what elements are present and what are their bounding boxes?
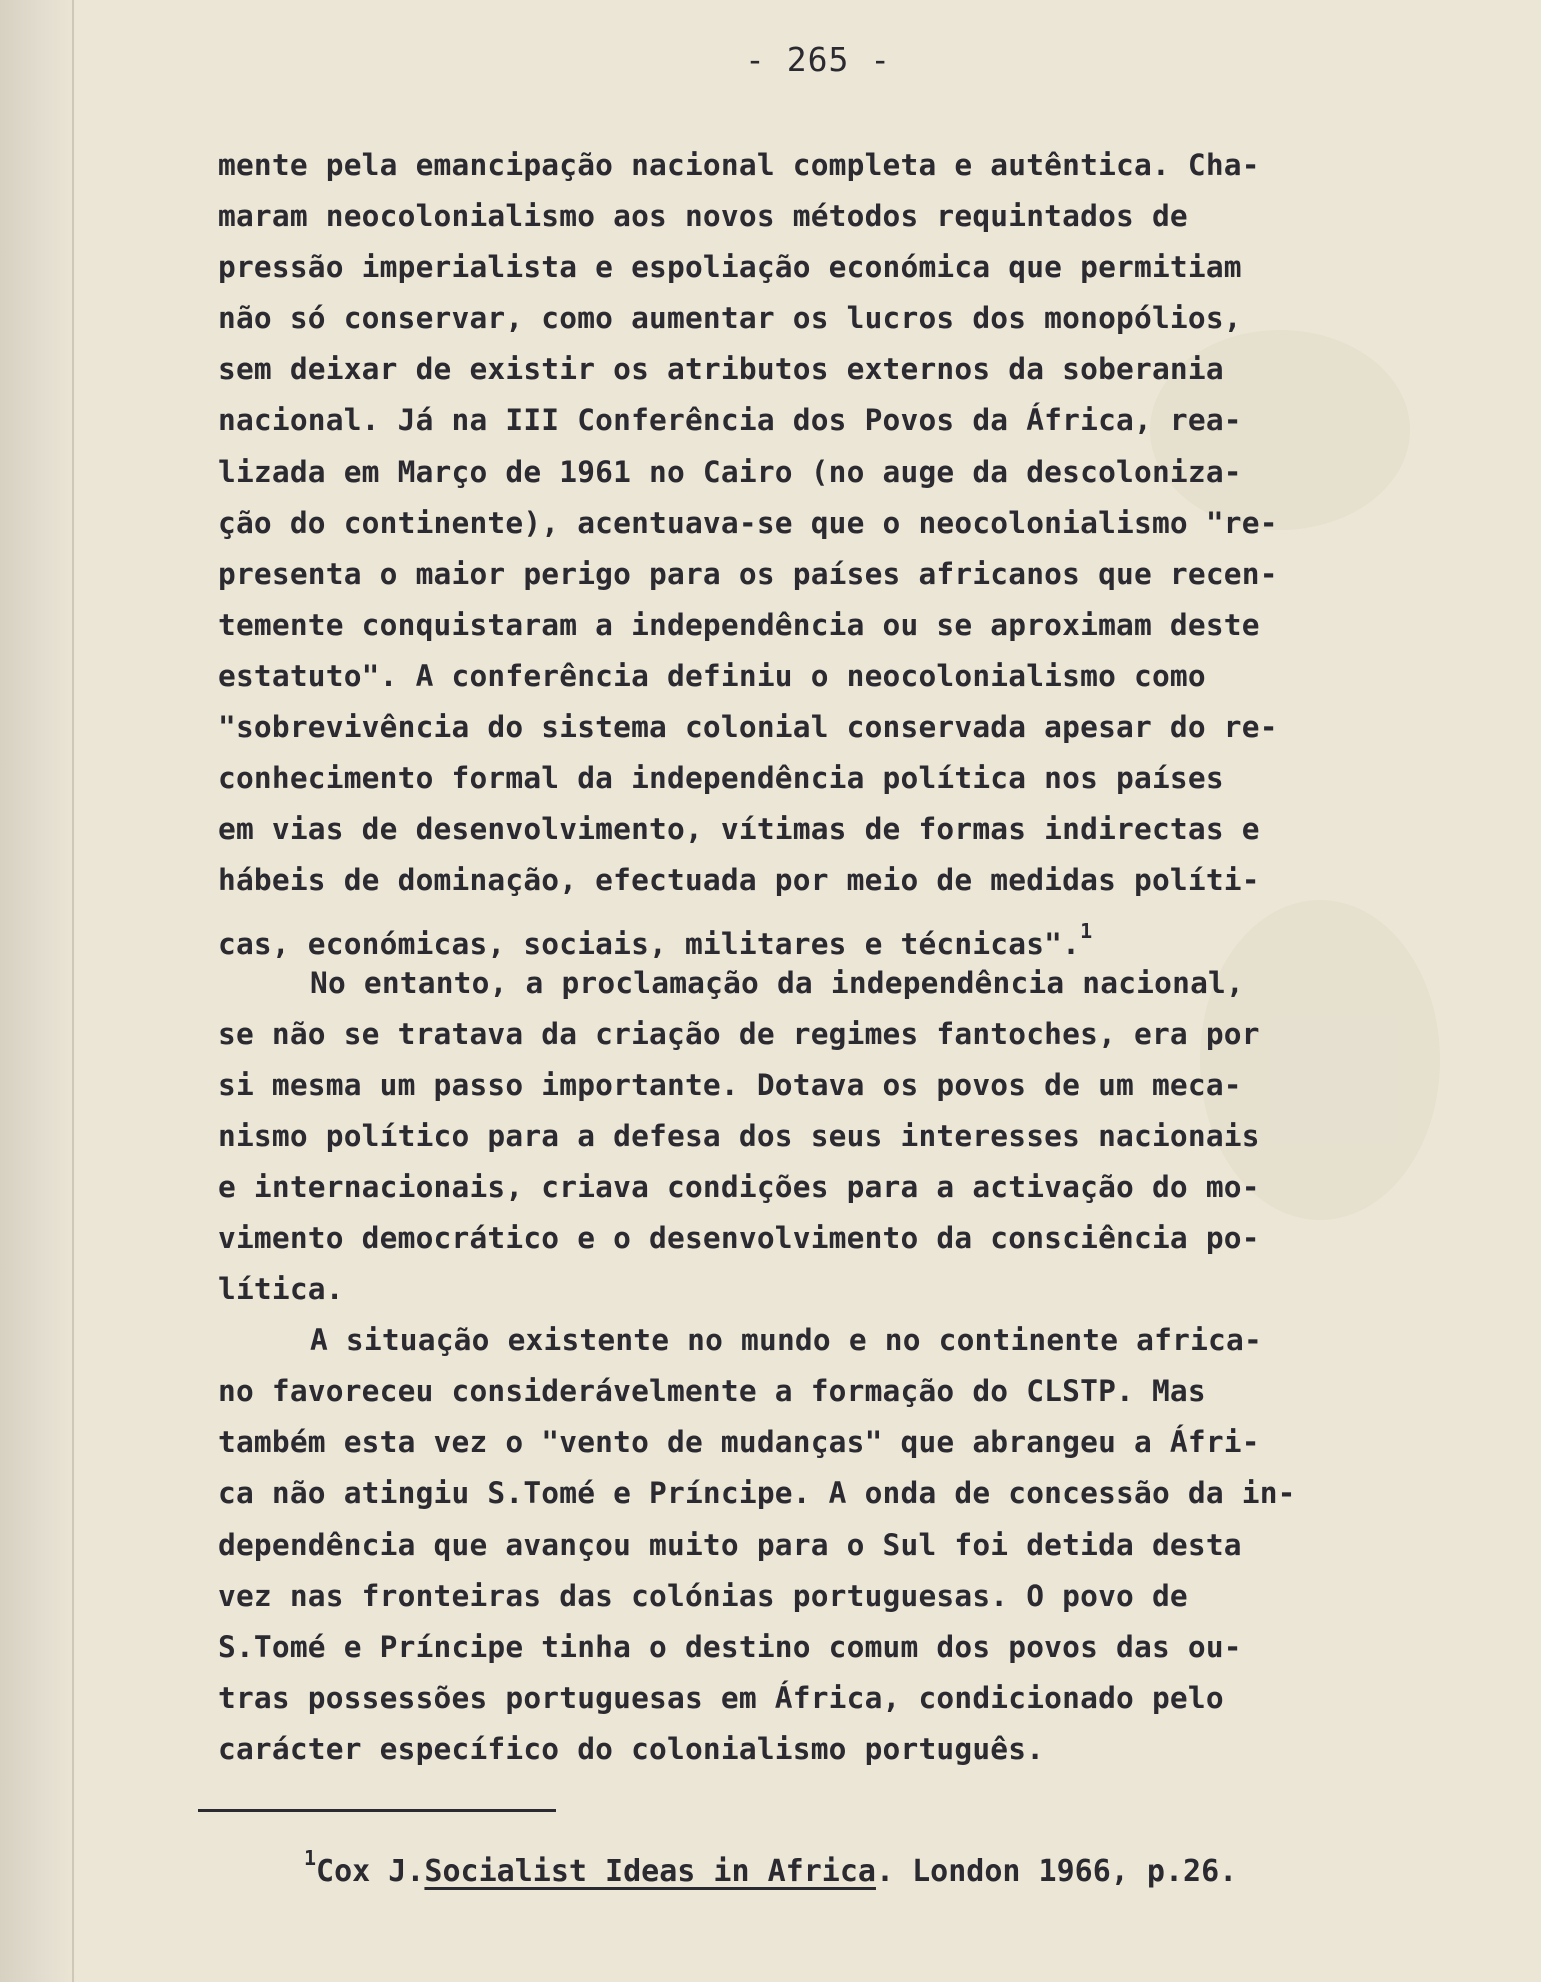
text-line (218, 1264, 1458, 1315)
text-line (218, 447, 1458, 498)
text-line (218, 1162, 1458, 1213)
text-line-content: No entanto, a proclamação da independência nacional, (310, 965, 1244, 1000)
text-line-content: hábeis de dominação, efectuada por meio de medidas políti- (218, 863, 1260, 898)
paragraph-2 (218, 958, 1458, 1316)
text-line (218, 344, 1458, 395)
text-line-content: temente conquistaram a independência ou se aproximam deste (218, 607, 1260, 642)
text-line (218, 549, 1458, 600)
footnote-book-title: Socialist Ideas in Africa (424, 1854, 876, 1889)
binding-line (72, 0, 74, 1982)
text-line-content: lizada em Março de 1961 no Cairo (no auge da descoloniza- (218, 454, 1242, 489)
text-line-content: dependência que avançou muito para o Sul foi detida desta (218, 1527, 1242, 1562)
footnote (304, 1846, 1237, 1889)
text-line (218, 395, 1458, 446)
text-line (218, 1724, 1458, 1775)
text-line-content: S.Tomé e Príncipe tinha o destino comum dos povos das ou- (218, 1629, 1242, 1664)
text-line (218, 958, 1458, 1009)
text-line-content: mente pela emancipação nacional completa e autêntica. Cha- (218, 148, 1260, 182)
text-line-content: presenta o maior perigo para os países africanos que recen- (218, 556, 1278, 591)
text-line (218, 1060, 1458, 1111)
text-line-content: sem deixar de existir os atributos externos da soberania (218, 352, 1224, 387)
page-number: - 265 - (745, 40, 892, 79)
text-line (218, 140, 1458, 191)
text-line-content: A situação existente no mundo e no continente africa- (310, 1323, 1262, 1358)
text-line-content: vez nas fronteiras das colónias portuguesas. O povo de (218, 1578, 1188, 1613)
text-line-content: em vias de desenvolvimento, vítimas de formas indirectas e (218, 812, 1260, 847)
text-line (218, 855, 1458, 906)
text-line-content: maram neocolonialismo aos novos métodos requintados de (218, 199, 1188, 234)
footnote-marker: 1 (304, 1846, 317, 1870)
footnote-author: Cox J. (316, 1854, 425, 1889)
text-line-content: carácter específico do colonialismo português. (218, 1731, 1045, 1766)
text-line (218, 1468, 1458, 1519)
text-line (218, 702, 1458, 753)
text-line-content: "sobrevivência do sistema colonial conservada apesar do re- (218, 710, 1278, 745)
text-line-content: também esta vez o "vento de mudanças" que abrangeu a Áfri- (218, 1425, 1260, 1460)
text-line (218, 1622, 1458, 1673)
text-line-content: si mesma um passo importante. Dotava os povos de um meca- (218, 1067, 1242, 1102)
paragraph-3 (218, 1315, 1458, 1775)
text-line (218, 1417, 1458, 1468)
text-line (218, 651, 1458, 702)
footnote-rule (198, 1809, 556, 1812)
text-line-content: ca não atingiu S.Tomé e Príncipe. A onda de concessão da in- (218, 1476, 1296, 1511)
text-line-content: cas, económicas, sociais, militares e técnicas". (218, 927, 1081, 962)
text-line (218, 804, 1458, 855)
page-edge (0, 0, 78, 1982)
body-text (218, 140, 1458, 1775)
text-line-content: lítica. (218, 1272, 344, 1307)
footnote-publication: . London 1966, p.26. (875, 1854, 1238, 1889)
text-line (218, 1213, 1458, 1264)
text-line (218, 906, 1458, 962)
text-line-content: tras possessões portuguesas em África, condicionado pelo (218, 1680, 1224, 1715)
text-line (218, 498, 1458, 549)
text-line-content: estatuto". A conferência definiu o neocolonialismo como (218, 658, 1206, 693)
text-line (218, 1366, 1458, 1417)
text-line-content: e internacionais, criava condições para a activação do mo- (218, 1169, 1260, 1204)
text-line-content: ção do continente), acentuava-se que o neocolonialismo "re- (218, 505, 1278, 540)
text-line (218, 1673, 1458, 1724)
text-line-content: no favoreceu considerávelmente a formação do CLSTP. Mas (218, 1374, 1206, 1409)
text-line (218, 600, 1458, 651)
text-line-content: nismo político para a defesa dos seus interesses nacionais (218, 1118, 1260, 1153)
text-line (218, 1009, 1458, 1060)
text-line (218, 191, 1458, 242)
footnote-reference: 1 (1080, 919, 1093, 944)
text-line (218, 1111, 1458, 1162)
document-page (200, 30, 1460, 1960)
text-line (218, 753, 1458, 804)
text-line (218, 1571, 1458, 1622)
text-line-content: conhecimento formal da independência política nos países (218, 761, 1224, 796)
text-line (218, 1315, 1458, 1366)
text-line-content: nacional. Já na III Conferência dos Povos da África, rea- (218, 403, 1242, 438)
text-line-content: não só conservar, como aumentar os lucros dos monopólios, (218, 301, 1242, 336)
text-line (218, 1520, 1458, 1571)
text-line-content: pressão imperialista e espoliação económica que permitiam (218, 250, 1242, 285)
text-line-content: se não se tratava da criação de regimes fantoches, era por (218, 1016, 1260, 1051)
text-line-content: vimento democrático e o desenvolvimento da consciência po- (218, 1220, 1260, 1255)
paragraph-1 (218, 140, 1458, 962)
text-line (218, 293, 1458, 344)
text-line (218, 242, 1458, 293)
